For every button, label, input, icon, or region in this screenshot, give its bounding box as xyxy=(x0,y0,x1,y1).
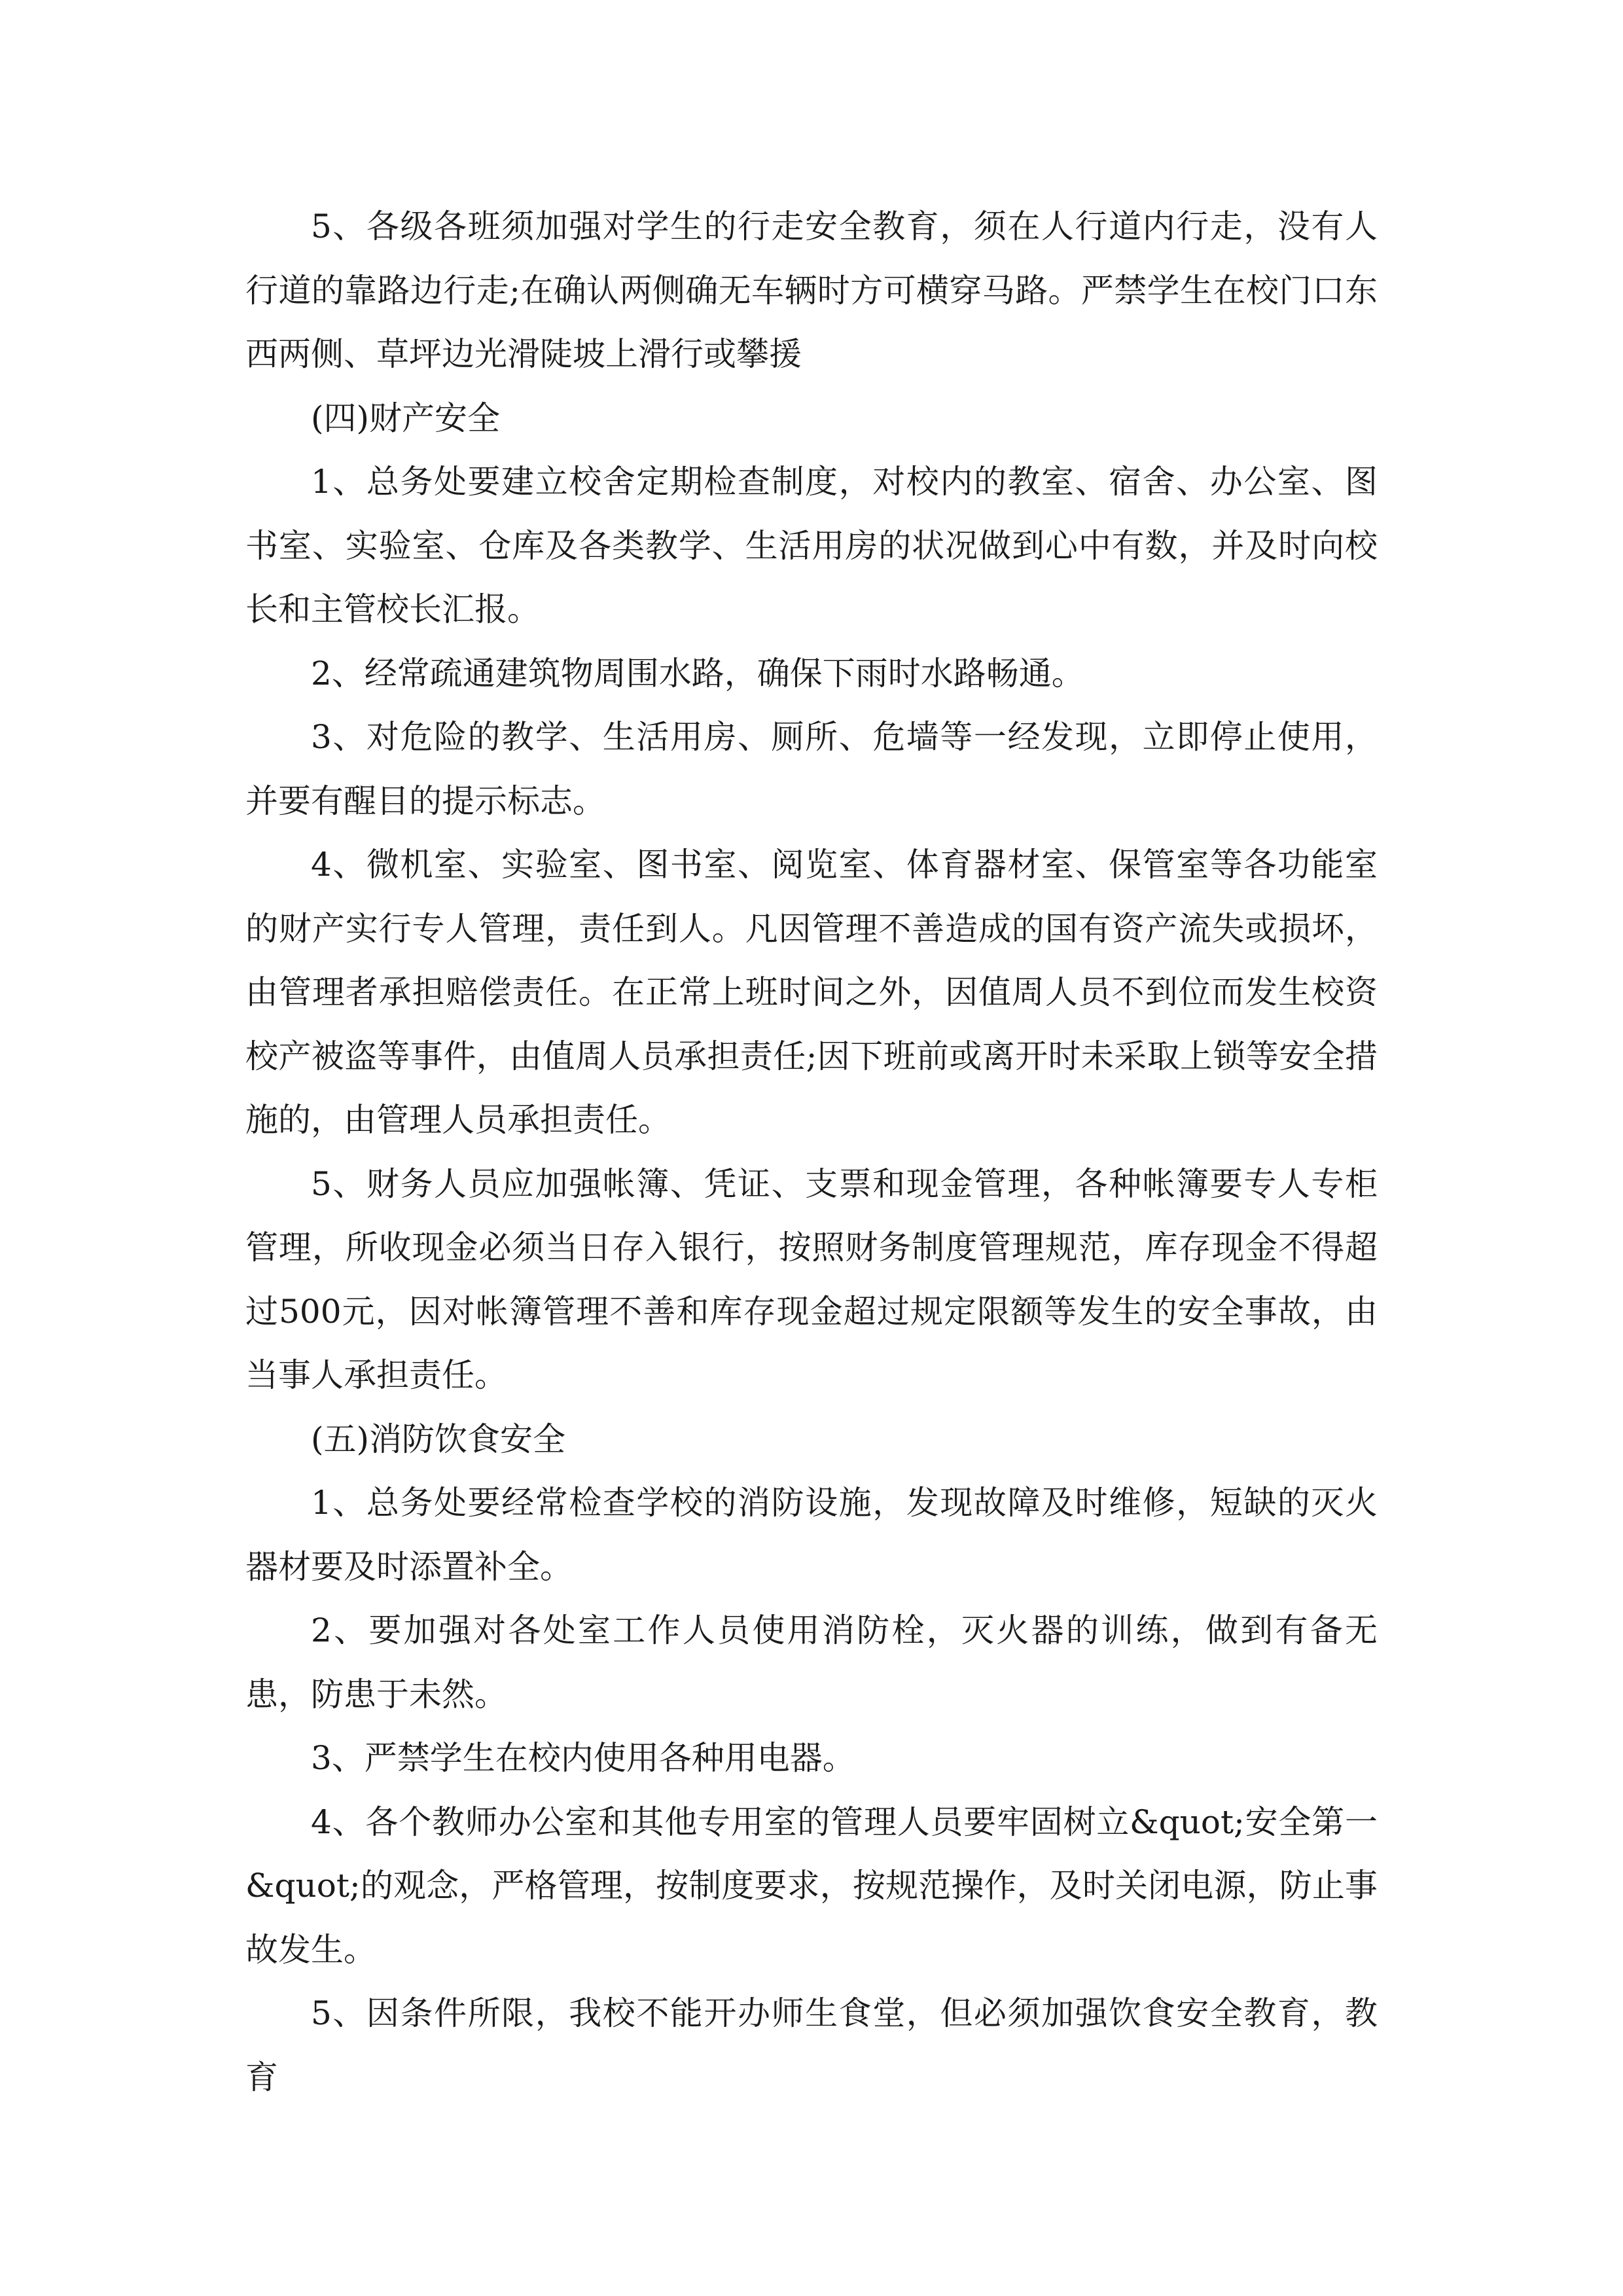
paragraph-fire-training: 2、要加强对各处室工作人员使用消防栓，灭火器的训练，做到有备无患，防患于未然。 xyxy=(245,1611,1378,1713)
paragraph-fire-facilities: 1、总务处要经常检查学校的消防设施，发现故障及时维修，短缺的灭火器材要及时添置补全。 xyxy=(245,1484,1378,1586)
paragraph-food-safety: 5、因条件所限，我校不能开办师生食堂，但必须加强饮食安全教育，教育 xyxy=(245,1994,1378,2096)
paragraph-finance: 5、财务人员应加强帐簿、凭证、支票和现金管理，各种帐簿要专人专柜管理，所收现金必须当日存入银行，按照财务制度管理规范，库存现金不得超过500元，因对帐簿管理不善和库存现金超过规定限额等发生的安全事故，由当事人承担责任。 xyxy=(245,1164,1378,1394)
paragraph-office-management: 4、各个教师办公室和其他专用室的管理人员要牢固树立&quot;安全第一&quot;的观念，严格管理，按制度要求，按规范操作，及时关闭电源，防止事故发生。 xyxy=(245,1803,1378,1969)
document-body xyxy=(245,195,1378,2109)
paragraph-building-inspection: 1、总务处要建立校舍定期检查制度，对校内的教室、宿舍、办公室、图书室、实验室、仓库及各类教学、生活用房的状况做到心中有数，并及时向校长和主管校长汇报。 xyxy=(245,463,1378,628)
paragraph-function-rooms: 4、微机室、实验室、图书室、阅览室、体育器材室、保管室等各功能室的财产实行专人管理，责任到人。凡因管理不善造成的国有资产流失或损坏，由管理者承担赔偿责任。在正常上班时间之外，因值周人员不到位而发生校资校产被盗等事件，由值周人员承担责任;因下班前或离开时未采取上锁等安全措施的，由管理人员承担责任。 xyxy=(245,846,1378,1139)
section-heading-property-safety: (四)财产安全 xyxy=(311,399,501,437)
paragraph-electrical-appliances: 3、严禁学生在校内使用各种用电器。 xyxy=(311,1739,855,1777)
paragraph-drainage: 2、经常疏通建筑物周围水路，确保下雨时水路畅通。 xyxy=(311,654,1084,692)
paragraph-walking-safety: 5、各级各班须加强对学生的行走安全教育，须在人行道内行走，没有人行道的靠路边行走;在确认两侧确无车辆时方可横穿马路。严禁学生在校门口东西两侧、草坪边光滑陡坡上滑行或攀援 xyxy=(245,207,1378,373)
paragraph-dangerous-buildings: 3、对危险的教学、生活用房、厕所、危墙等一经发现，立即停止使用，并要有醒目的提示标志。 xyxy=(245,718,1378,820)
section-heading-fire-food-safety: (五)消防饮食安全 xyxy=(311,1420,566,1458)
